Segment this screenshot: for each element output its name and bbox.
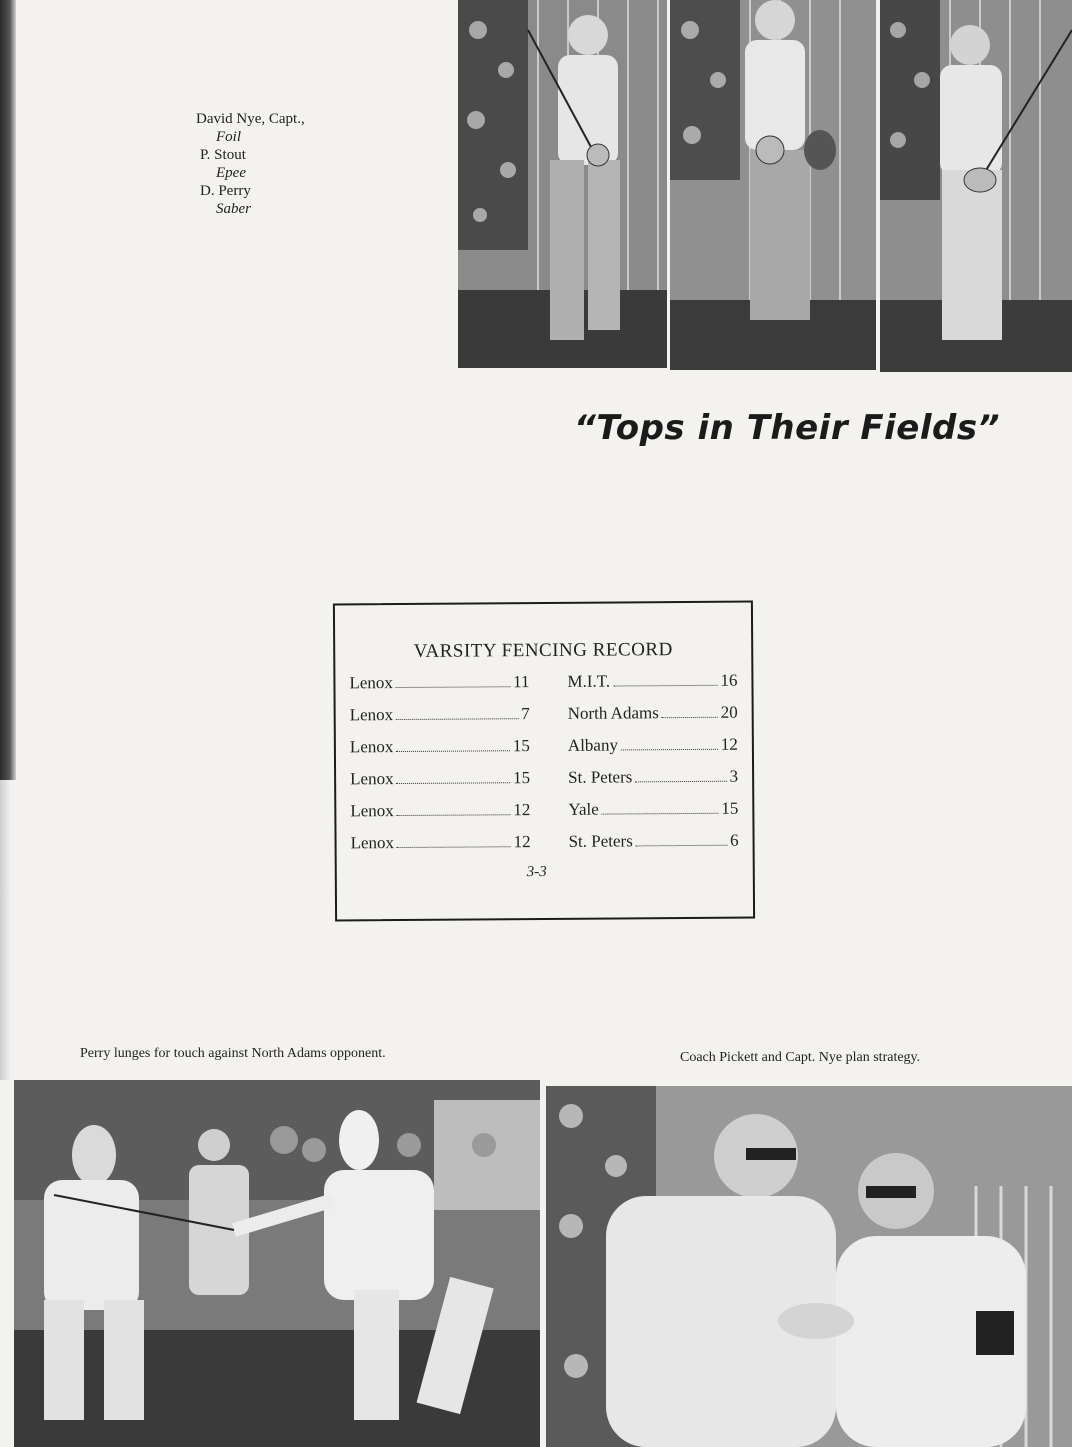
fencer-roster [196, 110, 305, 218]
opponent-score: 20 [720, 702, 738, 722]
home-score: 12 [513, 832, 531, 852]
opponent-team: M.I.T. [567, 671, 611, 691]
photo-coach-and-captain [546, 1086, 1072, 1447]
record-row [350, 703, 740, 730]
season-total: 3-3 [526, 863, 547, 881]
record-row [350, 735, 740, 762]
roster-name: D. Perry [200, 183, 251, 199]
caption-bottom-right: Coach Pickett and Capt. Nye plan strategy. [680, 1050, 921, 1065]
home-score: 11 [513, 672, 530, 692]
opponent-team: Yale [568, 799, 599, 819]
home-team: Lenox [350, 769, 394, 789]
home-team: Lenox [350, 801, 394, 821]
opponent-team: St. Peters [568, 767, 633, 787]
opponent-score: 3 [729, 766, 739, 786]
opponent-team: Albany [567, 735, 619, 755]
roster-weapon: Epee [216, 165, 246, 181]
fencing-record-box [333, 601, 755, 922]
home-team: Lenox [349, 705, 394, 725]
home-score: 12 [513, 800, 531, 820]
opponent-score: 16 [720, 670, 738, 690]
page-binding-edge [0, 0, 16, 780]
home-team: Lenox [350, 833, 395, 853]
opponent-score: 15 [721, 798, 739, 818]
page-headline: “Tops in Their Fields” [574, 408, 1000, 448]
record-row [350, 799, 740, 826]
opponent-team: St. Peters [568, 831, 633, 851]
page-binding-edge-lower [0, 780, 10, 1080]
home-score: 15 [512, 736, 530, 756]
record-row [351, 831, 741, 858]
home-score: 15 [513, 768, 531, 788]
photo-perry-lunge [14, 1080, 540, 1447]
opponent-team: North Adams [567, 703, 659, 723]
photo-saber-fencer [880, 0, 1072, 372]
record-title: VARSITY FENCING RECORD [413, 639, 673, 662]
opponent-score: 6 [729, 830, 739, 850]
roster-name: P. Stout [200, 147, 246, 163]
record-row [350, 767, 740, 794]
home-team: Lenox [349, 673, 393, 693]
roster-name: David Nye, Capt., [196, 111, 305, 127]
home-score: 7 [521, 704, 530, 724]
caption-bottom-left: Perry lunges for touch against North Adams opponent. [80, 1046, 386, 1061]
photo-foil-fencer [458, 0, 667, 368]
home-team: Lenox [349, 737, 394, 757]
roster-weapon: Saber [216, 201, 251, 217]
opponent-score: 12 [720, 734, 738, 754]
roster-weapon: Foil [216, 129, 241, 145]
record-row [349, 671, 739, 698]
photo-epee-fencer [670, 0, 876, 370]
